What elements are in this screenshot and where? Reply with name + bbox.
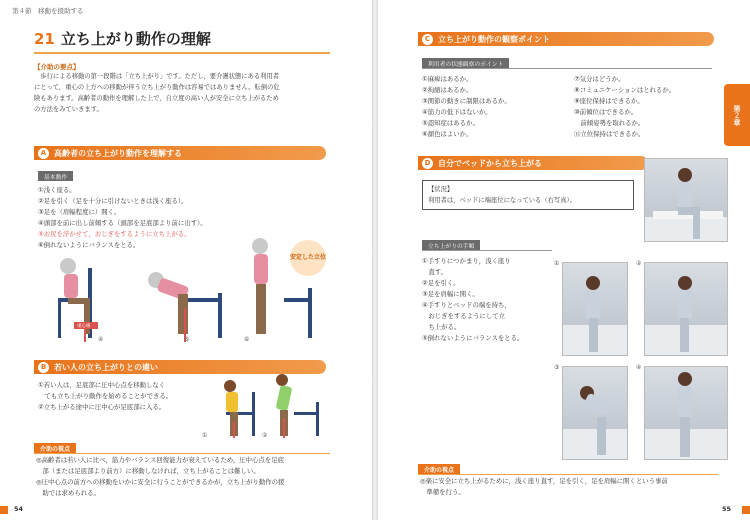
elderly-standing-figure xyxy=(38,238,338,348)
figure-b-mark: ① xyxy=(202,432,208,439)
procedure-step: ④手すりとベッドの端を持ち， xyxy=(422,301,511,309)
footer-bar xyxy=(742,506,750,514)
young-step: ②立ち上がる途中に圧中心が足底部に入る。 xyxy=(38,403,166,411)
procedure-step: ②足を引く。 xyxy=(422,279,460,287)
intro-line: 険もあります。高齢者の動作を理解した上で，自立度の高い人が安全に立ち上がるため xyxy=(34,95,279,102)
title-rule xyxy=(34,52,330,54)
status-label: 【状況】 xyxy=(428,186,454,193)
observation-item: ⑥顔色はよいか。 xyxy=(422,130,473,138)
basic-step: ③足を（肩幅程度に）開く。 xyxy=(38,208,121,216)
view-point: ◎高齢者は若い人に比べ，筋力やバランス回復能力が衰えているため，圧中心点を足底 xyxy=(36,456,284,464)
section-d-badge: D xyxy=(422,158,433,169)
young-step: ①若い人は，足底部に圧中心点を移動しなく xyxy=(38,381,166,389)
footer-bar xyxy=(0,506,8,514)
person-step-2-icon xyxy=(645,263,728,356)
chapter-title xyxy=(34,28,211,49)
figure-a-mark: ④ xyxy=(98,336,104,343)
procedure-step: おじぎをするようにして立 xyxy=(422,312,506,320)
procedure-list xyxy=(422,256,523,344)
section-a-title: 高齢者の立ち上がり動作を理解する xyxy=(54,148,182,158)
person-step-1-icon xyxy=(563,263,628,356)
left-page xyxy=(0,0,372,520)
procedure-step: ⑤倒れないようにバランスをとる。 xyxy=(422,334,524,342)
right-page xyxy=(378,0,750,520)
section-a-badge: A xyxy=(38,148,49,159)
basic-step: ②足を引く（足を十分に引けないときは浅く座る）。 xyxy=(38,197,188,205)
observation-item: ④筋力の低下はないか。 xyxy=(422,108,492,116)
intro-paragraph xyxy=(34,71,334,115)
section-b-title: 若い人の立ち上がりとの違い xyxy=(54,362,158,372)
assistance-view-tag: 介助の視点 xyxy=(34,443,76,453)
seated-photo xyxy=(644,158,728,242)
procedure-rule xyxy=(422,250,552,251)
intro-label: 【介助の要点】 xyxy=(34,63,80,71)
chapter-side-tab[interactable]: 第２章 xyxy=(724,84,750,146)
procedure-step: 直す。 xyxy=(422,268,448,276)
view-point: 準備を行う。 xyxy=(420,488,465,496)
assistance-view-tag: 介助の視点 xyxy=(418,464,460,474)
intro-line: 歩行による移動の第一段階は「立ち上がり」です。ただし，要介護状態にある利用者 xyxy=(34,73,280,80)
assistance-view-points xyxy=(420,476,668,498)
view-point: ◎楽に安全に立ち上がるために，浅く座り直す，足を引く，足を肩幅に開くという事前 xyxy=(420,477,668,485)
section-d-bar xyxy=(418,156,648,170)
basic-steps-tag: 基本動作 xyxy=(38,171,73,181)
assistance-view-points xyxy=(36,455,284,499)
basic-step: ⑤お尻を浮かせて，おじぎをするように立ち上がる。 xyxy=(38,230,191,238)
figure-b-mark: ② xyxy=(262,432,268,439)
running-head: 第４節 移動を援助する xyxy=(12,7,84,15)
basic-step: ④頭部を前に出し前傾する（頭部を足底部より前に出す）。 xyxy=(38,219,207,227)
young-step: ても立ち上がり動作を始めることができる。 xyxy=(38,392,173,400)
center-of-gravity-label: 重心線 xyxy=(77,324,91,329)
young-figure-step-2 xyxy=(276,374,319,438)
status-text: 利用者は，ベッドに端座位になっている（右写真）。 xyxy=(428,197,576,204)
page-number: 54 xyxy=(14,505,24,513)
photo-mark: ① xyxy=(554,260,560,267)
step-photo-1 xyxy=(562,262,628,356)
figure-step-6 xyxy=(252,238,312,338)
view-rule xyxy=(34,453,330,454)
step-photo-2 xyxy=(644,262,728,356)
observation-item: ⑦気分はどうか。 xyxy=(574,75,625,83)
basic-step: ①浅く座る。 xyxy=(38,186,76,194)
view-point: 助では求められる。 xyxy=(36,489,100,497)
procedure-tag: 立ち上がりの手順 xyxy=(422,240,480,250)
section-d-title: 自分でベッドから立ち上がる xyxy=(438,158,542,168)
person-step-3-icon xyxy=(563,367,628,460)
photo-mark: ③ xyxy=(554,364,560,371)
procedure-step: ③足を肩幅に開く。 xyxy=(422,290,479,298)
figure-a-mark: ⑤ xyxy=(184,336,190,343)
observation-list-2 xyxy=(574,74,675,140)
observation-item: ⑪立位保持はできるか。 xyxy=(574,130,645,138)
stable-standing-callout: 安定した立位 xyxy=(290,240,326,276)
procedure-step: ①手すりにつかまり，浅く座り xyxy=(422,257,511,265)
procedure-step: ち上がる。 xyxy=(422,323,461,331)
observation-item: ②拘縮はあるか。 xyxy=(422,86,473,94)
young-standing-figure xyxy=(208,372,328,440)
young-steps-list xyxy=(38,380,172,413)
basic-step: ⑥倒れないようにバランスをとる。 xyxy=(38,241,140,249)
page-number: 55 xyxy=(722,505,732,513)
figure-step-5 xyxy=(148,272,222,342)
chapter-title-text: 立ち上がり動作の理解 xyxy=(60,30,211,48)
photo-mark: ② xyxy=(636,260,642,267)
chapter-number: 21 xyxy=(34,30,55,48)
section-b-badge: B xyxy=(38,362,49,373)
observation-rule xyxy=(422,68,712,69)
observation-points-tag: 利用者の状態観察のポイント xyxy=(422,58,509,68)
seated-person-icon xyxy=(645,159,728,242)
observation-item: ⑧コミュニケーションはとれるか。 xyxy=(574,86,676,94)
intro-line: の方法をみていきます。 xyxy=(34,106,103,113)
observation-item: ⑨座位保持はできるか。 xyxy=(574,97,644,105)
observation-item: ⑤認知症はあるか。 xyxy=(422,119,479,127)
intro-block xyxy=(34,62,334,115)
view-point: 部（または足底部より前方）に移動しなければ，立ち上がることは難しい。 xyxy=(36,467,260,475)
intro-line: にとって，重心の上方への移動が伴う立ち上がり動作は容易ではありません。転倒の危 xyxy=(34,84,280,91)
person-step-4-icon xyxy=(645,367,728,460)
section-a-bar xyxy=(34,146,326,160)
figure-step-4 xyxy=(58,258,98,342)
observation-item: 前傾姿勢を取れるか。 xyxy=(574,119,645,127)
observation-item: ③関節の動きに制限はあるか。 xyxy=(422,97,511,105)
status-box xyxy=(422,180,634,210)
step-photo-3 xyxy=(562,366,628,460)
young-figure-step-1 xyxy=(224,380,255,438)
step-photo-4 xyxy=(644,366,728,460)
section-c-badge: C xyxy=(422,34,433,45)
figure-a-mark: ⑥ xyxy=(244,336,250,343)
view-rule xyxy=(418,474,718,475)
observation-item: ①麻痺はあるか。 xyxy=(422,75,473,83)
photo-mark: ④ xyxy=(636,364,642,371)
section-c-bar xyxy=(418,32,714,46)
observation-list-1 xyxy=(422,74,511,140)
view-point: ◎圧中心点の前方への移動をいかに安全に行うことができるかが，立ち上がり動作の援 xyxy=(36,478,285,486)
section-c-title: 立ち上がり動作の観察ポイント xyxy=(438,34,550,44)
observation-item: ⑩前傾位はできるか。 xyxy=(574,108,638,116)
